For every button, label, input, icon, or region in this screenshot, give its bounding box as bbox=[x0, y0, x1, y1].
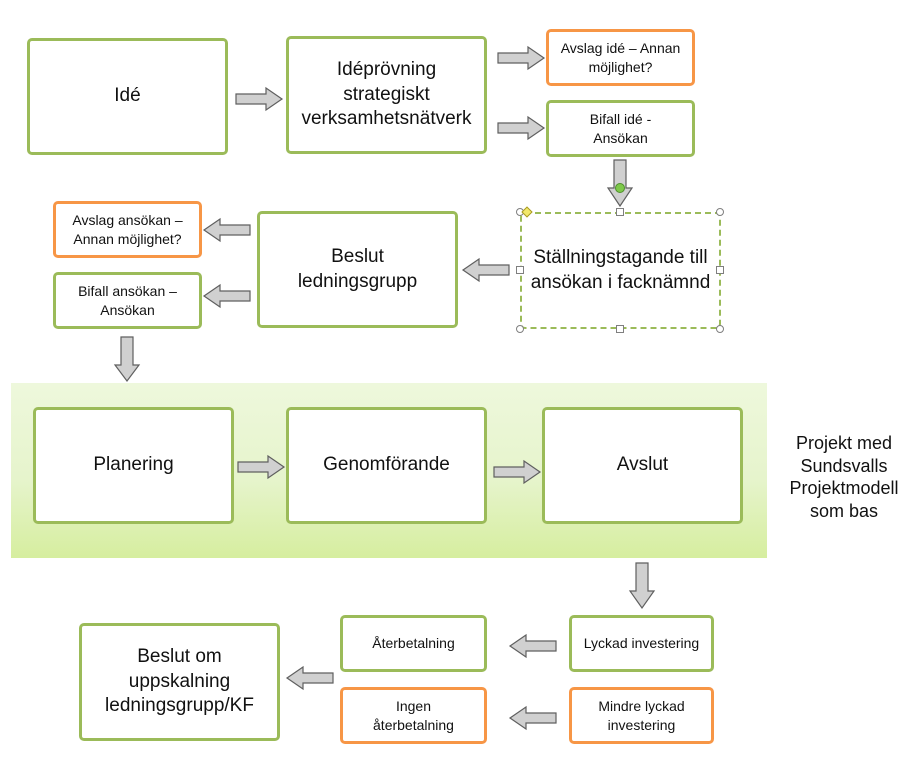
resize-handle-right[interactable] bbox=[716, 266, 724, 274]
arrow-to-avslag-ide bbox=[498, 47, 544, 69]
arrow-mindre-to-ingen bbox=[510, 707, 556, 729]
box-ideprovning[interactable]: Idéprövning strategiskt verksamhetsnätverk bbox=[286, 36, 487, 154]
box-bifall-ansokan[interactable]: Bifall ansökan – Ansökan bbox=[53, 272, 202, 329]
box-stallningstagande[interactable]: Ställningstagande till ansökan i facknämnd bbox=[520, 212, 721, 329]
arrow-bifall-ansokan-down bbox=[115, 337, 139, 381]
resize-handle-bottom-right[interactable] bbox=[716, 325, 724, 333]
box-mindre-lyckad-investering[interactable]: Mindre lyckad investering bbox=[569, 687, 714, 744]
rotation-handle[interactable] bbox=[615, 183, 625, 193]
arrow-genomforande-to-avslut bbox=[494, 461, 540, 483]
box-planering[interactable]: Planering bbox=[33, 407, 234, 524]
resize-handle-left[interactable] bbox=[516, 266, 524, 274]
box-beslut-uppskalning[interactable]: Beslut om uppskalning ledningsgrupp/KF bbox=[79, 623, 280, 741]
box-avslag-ansokan[interactable]: Avslag ansökan – Annan möjlighet? bbox=[53, 201, 202, 258]
arrow-ide-to-ideprovning bbox=[236, 88, 282, 110]
resize-handle-top-right[interactable] bbox=[716, 208, 724, 216]
box-bifall-ide[interactable]: Bifall idé - Ansökan bbox=[546, 100, 695, 157]
arrow-to-beslut-uppskalning bbox=[287, 667, 333, 689]
note-projektmodell: Projekt med Sundsvalls Projektmodell som bas bbox=[789, 433, 899, 521]
arrow-lyckad-to-aterbetalning bbox=[510, 635, 556, 657]
box-avslag-ide[interactable]: Avslag idé – Annan möjlighet? bbox=[546, 29, 695, 86]
arrow-stallning-to-beslut bbox=[463, 259, 509, 281]
resize-handle-bottom[interactable] bbox=[616, 325, 624, 333]
box-lyckad-investering[interactable]: Lyckad investering bbox=[569, 615, 714, 672]
resize-handle-bottom-left[interactable] bbox=[516, 325, 524, 333]
arrow-planering-to-genomforande bbox=[238, 456, 284, 478]
box-ide[interactable]: Idé bbox=[27, 38, 228, 155]
arrow-to-avslag-ansokan bbox=[204, 219, 250, 241]
arrow-to-bifall-ide bbox=[498, 117, 544, 139]
resize-handle-top[interactable] bbox=[616, 208, 624, 216]
arrow-avslut-down bbox=[630, 563, 654, 608]
arrow-to-bifall-ansokan bbox=[204, 285, 250, 307]
box-genomforande[interactable]: Genomförande bbox=[286, 407, 487, 524]
box-avslut[interactable]: Avslut bbox=[542, 407, 743, 524]
box-beslut-ledningsgrupp[interactable]: Beslut ledningsgrupp bbox=[257, 211, 458, 328]
box-aterbetalning[interactable]: Återbetalning bbox=[340, 615, 487, 672]
box-ingen-aterbetalning[interactable]: Ingen återbetalning bbox=[340, 687, 487, 744]
